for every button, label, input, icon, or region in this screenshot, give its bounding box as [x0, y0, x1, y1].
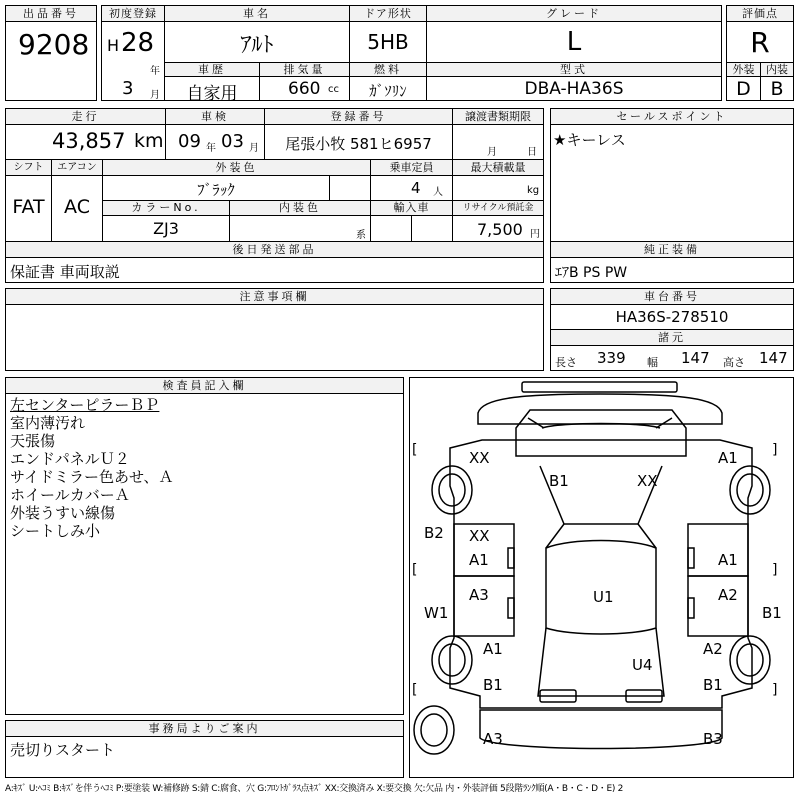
mark-front-door-right: A1 — [718, 551, 738, 569]
year-value: 28 — [121, 28, 155, 58]
exterior-color-extra — [329, 175, 371, 201]
exterior-color-header: 外装色 — [102, 159, 371, 176]
dimensions-header: 諸元 — [550, 329, 794, 346]
mark-rear-door-right: A2 — [718, 586, 738, 604]
later-parts-value: 保証書 車両取説 — [10, 263, 120, 281]
recycle-header: リサイクル預託金 — [452, 200, 544, 216]
mileage-unit: km — [134, 130, 164, 152]
exterior-score-header: 外装 — [726, 62, 761, 77]
selling-point-cell — [550, 124, 794, 242]
score-header: 評価点 — [726, 5, 794, 22]
model-name-value: ｱﾙﾄ — [240, 33, 274, 58]
mark-front-door-left-1: XX — [469, 527, 490, 545]
lot-no-header: 出品番号 — [5, 5, 97, 22]
interior-score-header: 内装 — [760, 62, 794, 77]
mark-rear-quarter-right: A2 — [703, 640, 723, 658]
interior-score-value: B — [770, 78, 784, 100]
notes-header: 注意事項欄 — [5, 288, 544, 305]
month-unit: 月 — [150, 90, 160, 101]
chassis-no-header: 車台番号 — [550, 288, 794, 305]
dimensions-cell — [550, 345, 794, 371]
inspection-month: 03 — [221, 131, 244, 152]
fuel-header: 燃料 — [349, 62, 427, 77]
import-cell-b — [411, 215, 453, 242]
inspection-header: 車検 — [165, 108, 265, 125]
inspection-cell — [165, 124, 265, 160]
notes-cell — [5, 304, 544, 371]
shift-cell — [5, 175, 52, 242]
transfer-doc-header: 譲渡書類期限 — [452, 108, 544, 125]
mark-front-left: XX — [469, 449, 490, 467]
mark-hood-right: XX — [637, 472, 658, 490]
mileage-value: 43,857 — [52, 129, 126, 153]
plate-cell — [264, 124, 453, 160]
model-code-value: DBA-HA36S — [524, 79, 624, 99]
bracket-right-mid: ] — [772, 562, 778, 578]
mark-hood-left: B1 — [549, 472, 569, 490]
inspector-note: シートしみ小 — [10, 522, 101, 540]
interior-color-header: 内装色 — [229, 200, 371, 216]
genuine-equip-value: ｴｱB PS PW — [555, 265, 628, 281]
model-name-cell — [164, 21, 350, 63]
office-cell — [5, 736, 404, 778]
width-label: 幅 — [647, 356, 658, 369]
legend-text: A:ｷｽﾞ U:ﾍｺﾐ B:ｷｽﾞを伴うﾍｺﾐ P:要塗装 W:補修跡 S:錆 C:腐食、穴 G:ﾌﾛﾝﾄｶﾞﾗｽ点ｷｽﾞ XX:交換済み X:要交換 欠:欠品 内・外装評価 5段階ﾗﾝｸ順(A・B・C・D・E) 2 — [5, 784, 624, 794]
score-value: R — [750, 26, 770, 59]
plate-header: 登録番号 — [264, 108, 453, 125]
capacity-cell — [370, 175, 453, 201]
capacity-header: 乗車定員 — [370, 159, 453, 176]
import-header: 輸入車 — [370, 200, 453, 216]
chassis-no-value: HA36S-278510 — [615, 308, 729, 326]
import-cell-a — [370, 215, 412, 242]
color-no-cell — [102, 215, 230, 242]
plate-value: 尾張小牧 581ヒ6957 — [285, 135, 432, 153]
month-value: 3 — [122, 78, 134, 99]
first-reg-cell — [101, 21, 165, 101]
office-value: 売切りスタート — [10, 741, 116, 759]
grade-value: L — [566, 27, 582, 57]
inspection-month-unit: 月 — [249, 143, 259, 154]
selling-point-value: ★キーレス — [553, 131, 626, 149]
genuine-equip-header: 純正装備 — [550, 241, 794, 258]
height-value: 147 — [759, 349, 788, 367]
mark-bumper-right: B3 — [703, 730, 723, 748]
mark-left-fender: B2 — [424, 524, 444, 542]
displacement-unit: cc — [328, 84, 339, 95]
interior-score-cell — [760, 76, 794, 101]
car-diagram — [410, 378, 793, 777]
color-no-header: カラーNo. — [102, 200, 230, 216]
inspection-year: 09 — [178, 131, 201, 152]
history-cell — [164, 76, 260, 104]
capacity-unit: 人 — [433, 187, 443, 198]
chassis-no-cell — [550, 304, 794, 330]
fuel-cell — [349, 76, 427, 101]
mark-tailgate: U4 — [632, 656, 653, 674]
ac-cell — [51, 175, 103, 242]
shift-header: シフト — [5, 159, 52, 176]
mark-roof: U1 — [593, 588, 614, 606]
door-value: 5HB — [367, 30, 409, 54]
exterior-score-cell — [726, 76, 761, 101]
mark-rear-right: B1 — [703, 676, 723, 694]
inspector-note: エンドパネルＵ２ — [10, 450, 130, 468]
exterior-color-cell — [102, 175, 330, 201]
displacement-header: 排気量 — [259, 62, 350, 77]
exterior-color-value: ﾌﾞﾗｯｸ — [197, 181, 235, 199]
exterior-score-value: D — [736, 78, 751, 100]
bracket-right-bot: ] — [772, 682, 778, 698]
ac-value: AC — [64, 196, 90, 218]
inspector-note: 左センターピラーＢＰ — [10, 396, 160, 414]
ac-header: エアコン — [51, 159, 103, 176]
history-value: 自家用 — [186, 84, 238, 104]
bracket-left-top: [ — [412, 442, 418, 458]
interior-color-unit: 系 — [356, 230, 366, 241]
door-cell — [349, 21, 427, 63]
max-load-cell — [452, 175, 544, 201]
later-parts-cell — [5, 257, 544, 283]
inspector-note: ホイールカバーＡ — [10, 486, 130, 504]
capacity-value: 4 — [411, 179, 421, 197]
displacement-value: 660 — [288, 79, 321, 99]
grade-header: グレード — [426, 5, 722, 22]
lot-no-cell — [5, 21, 97, 101]
model-code-header: 型式 — [426, 62, 722, 77]
grade-cell — [426, 21, 722, 63]
transfer-day-unit: 日 — [527, 147, 537, 158]
lot-no-value: 9208 — [18, 28, 90, 61]
max-load-unit: kg — [527, 185, 540, 196]
inspector-note: 室内薄汚れ — [10, 414, 86, 432]
transfer-doc-cell — [452, 124, 544, 160]
mileage-cell — [5, 124, 166, 160]
bracket-left-bot: [ — [412, 682, 418, 698]
model-code-cell — [426, 76, 722, 101]
inspection-year-unit: 年 — [206, 143, 216, 154]
color-no-value: ZJ3 — [153, 219, 179, 238]
mark-bumper-left: A3 — [483, 730, 503, 748]
inspector-header: 検査員記入欄 — [5, 377, 404, 394]
mark-left-rocker: W1 — [424, 604, 449, 622]
model-name-header: 車名 — [164, 5, 350, 22]
transfer-month-unit: 月 — [487, 147, 497, 158]
length-value: 339 — [597, 349, 626, 367]
door-header: ドア形状 — [349, 5, 427, 22]
mark-rear-left: B1 — [483, 676, 503, 694]
inspector-note: 外装うすい線傷 — [10, 504, 116, 522]
interior-color-cell — [229, 215, 371, 242]
shift-value: FAT — [12, 196, 45, 218]
score-cell — [726, 21, 794, 63]
mark-right-rocker: B1 — [762, 604, 782, 622]
later-parts-header: 後日発送部品 — [5, 241, 544, 258]
era-value: H — [107, 36, 120, 55]
mark-rear-quarter-left: A1 — [483, 640, 503, 658]
mark-front-door-left-2: A1 — [469, 551, 489, 569]
mark-rear-door-left: A3 — [469, 586, 489, 604]
width-value: 147 — [681, 349, 710, 367]
length-label: 長さ — [555, 356, 577, 369]
office-header: 事務局よりご案内 — [5, 720, 404, 737]
selling-point-header: セールスポイント — [550, 108, 794, 125]
recycle-unit: 円 — [530, 229, 540, 240]
recycle-value: 7,500 — [477, 220, 523, 239]
bracket-right-top: ] — [772, 442, 778, 458]
inspector-notes-list — [5, 393, 404, 715]
car-diagram-frame — [409, 377, 794, 778]
inspector-note: 天張傷 — [10, 432, 56, 450]
mileage-header: 走行 — [5, 108, 166, 125]
year-unit: 年 — [150, 66, 160, 77]
height-label: 高さ — [723, 356, 745, 369]
first-reg-header: 初度登録 — [101, 5, 165, 22]
displacement-cell — [259, 76, 350, 101]
max-load-header: 最大積載量 — [452, 159, 544, 176]
inspector-note: サイドミラー色あせ、Ａ — [10, 468, 174, 486]
mark-front-right: A1 — [718, 449, 738, 467]
fuel-value: ｶﾞｿﾘﾝ — [369, 82, 407, 100]
genuine-equip-cell — [550, 257, 794, 283]
history-header: 車歴 — [164, 62, 260, 77]
recycle-cell — [452, 215, 544, 242]
bracket-left-mid: [ — [412, 562, 418, 578]
